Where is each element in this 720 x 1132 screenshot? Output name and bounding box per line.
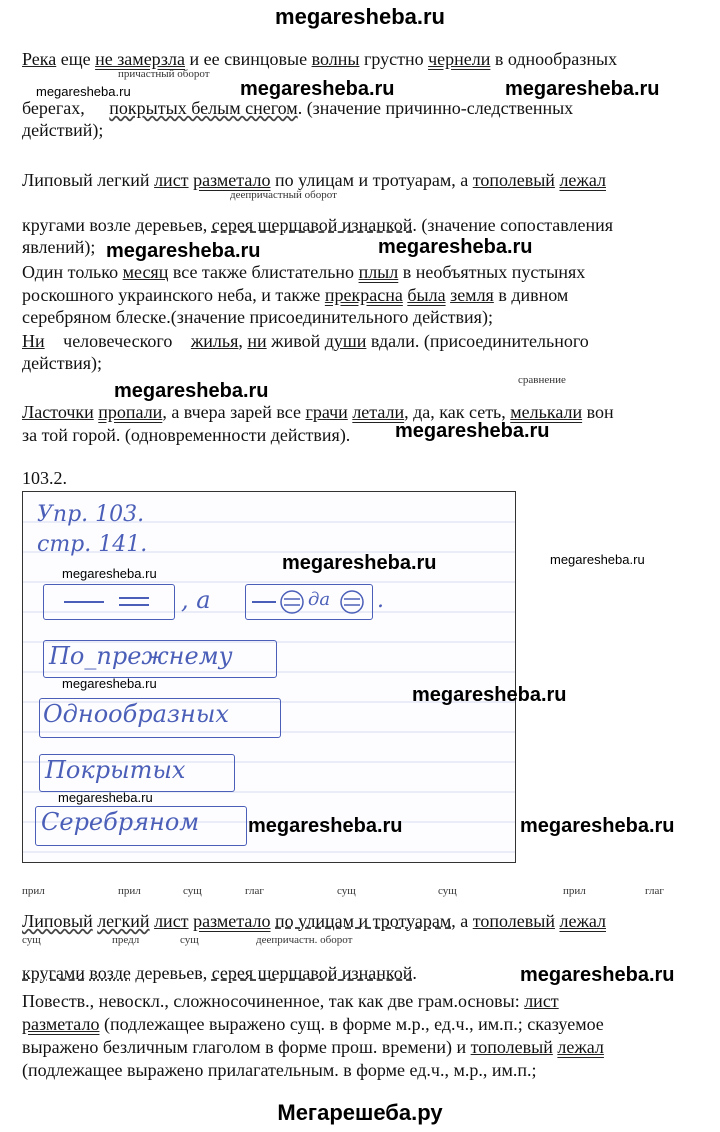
paragraph-4-line1 xyxy=(22,330,702,352)
attribute: легкий xyxy=(97,911,150,931)
predicate: летали xyxy=(352,402,405,422)
scheme-da: да xyxy=(308,589,331,610)
pos-label: сущ xyxy=(438,885,457,897)
text: деревьев, xyxy=(135,963,208,983)
predicate: разметало xyxy=(193,911,271,931)
subject: жилья xyxy=(190,331,239,351)
paragraph-7-line4: (подлежащее выражено прилагательным. в форме ед.ч., м.р., им.п.; xyxy=(22,1060,537,1080)
text: . xyxy=(412,963,417,983)
paragraph-7-line3 xyxy=(22,1036,702,1058)
text: . (значение причинно-следственных xyxy=(297,98,574,118)
predicate: была xyxy=(407,285,446,305)
exercise-number: 103.2. xyxy=(22,468,67,488)
text: в дивном xyxy=(498,285,569,305)
watermark: megaresheba.ru xyxy=(412,684,567,706)
text: грустно xyxy=(363,49,424,69)
text: и ее свинцовые xyxy=(189,49,308,69)
pos-label: глаг xyxy=(245,885,264,897)
notebook-title-2: стр. 141. xyxy=(37,532,148,557)
text: , да, как сеть, xyxy=(404,402,506,422)
notebook-word-2: Однообразных xyxy=(43,700,229,728)
text: выражено безличным глаголом в форме прош. времени) и xyxy=(22,1037,467,1057)
predicate: плыл xyxy=(358,262,399,282)
particle: Ни xyxy=(22,331,45,351)
subject: Ласточки xyxy=(22,402,94,422)
text: еще xyxy=(60,49,91,69)
text: в необъятных пустынях xyxy=(402,262,586,282)
text: (подлежащее выражено сущ. в форме м.р., ед.ч., им.п.; сказуемое xyxy=(103,1014,604,1034)
paragraph-3-line3: серебряном блеске.(значение присоединительного действия); xyxy=(22,307,493,327)
watermark: megaresheba.ru xyxy=(550,552,645,567)
text: человеческого xyxy=(63,331,173,351)
watermark: megaresheba.ru xyxy=(520,964,675,986)
predicate: разметало xyxy=(22,1014,100,1034)
watermark: megaresheba.ru xyxy=(62,566,157,581)
subject: лист xyxy=(154,911,189,931)
text: все также блистательно xyxy=(172,262,355,282)
site-footer: Мегарешеба.ру xyxy=(277,1100,443,1125)
scheme-box-2 xyxy=(245,584,373,620)
pos-label: прил xyxy=(22,885,45,897)
text: , xyxy=(238,331,243,351)
paragraph-5-line1 xyxy=(22,401,702,423)
pos-label: сущ xyxy=(22,934,41,946)
text: Один только xyxy=(22,262,119,282)
text: , а вчера зарей все xyxy=(162,402,301,422)
subject: месяц xyxy=(122,262,169,282)
watermark: megaresheba.ru xyxy=(106,240,261,262)
subject: Река xyxy=(22,49,57,69)
predicate: пропали xyxy=(98,402,163,422)
watermark: megaresheba.ru xyxy=(282,552,437,574)
predicate: лежал xyxy=(559,911,607,931)
pos-label: прил xyxy=(563,885,586,897)
pos-label: прил xyxy=(118,885,141,897)
predicate: лежал xyxy=(559,170,606,190)
predicate: мелькали xyxy=(510,402,583,422)
watermark: megaresheba.ru xyxy=(505,78,660,100)
adverbial: кругами xyxy=(22,963,85,983)
paragraph-7-line2 xyxy=(22,1013,702,1035)
text: Липовый легкий xyxy=(22,170,150,190)
scheme-lines-1 xyxy=(44,585,174,619)
watermark: megaresheba.ru xyxy=(36,84,131,99)
text: кругами возле деревьев, xyxy=(22,215,208,235)
particle: ни xyxy=(247,331,267,351)
pos-label: сущ xyxy=(180,934,199,946)
participial-phrase: покрытых белым снегом xyxy=(109,98,298,118)
subject: тополевый xyxy=(472,911,555,931)
subject: земля xyxy=(450,285,494,305)
adverbial-phrase: серея шершавой изнанкой xyxy=(211,963,413,983)
paragraph-3-line1 xyxy=(22,261,702,283)
label-participial: причастный оборот xyxy=(118,68,210,80)
text: . (значение сопоставления xyxy=(412,215,614,235)
text: в однообразных xyxy=(494,49,618,69)
notebook-word-3: Покрытых xyxy=(45,756,186,784)
text: вдали. (присоединительного xyxy=(370,331,589,351)
text: роскошного украинского неба, и также xyxy=(22,285,321,305)
text: по улицам и тротуарам, а xyxy=(275,170,469,190)
subject: тополевый xyxy=(470,1037,553,1057)
pos-label: предл xyxy=(112,934,140,946)
watermark: megaresheba.ru xyxy=(378,236,533,258)
paragraph-5-line2: за той горой. (одновременности действия). xyxy=(22,425,351,445)
subject: волны xyxy=(311,49,360,69)
text: , а xyxy=(451,911,469,931)
paragraph-6-line1 xyxy=(22,910,702,932)
adverbial-phrase: серея шершавой изнанкой xyxy=(211,215,413,235)
paragraph-2-line1 xyxy=(22,169,702,191)
text: берегах, xyxy=(22,98,85,118)
pos-label: деепричастн. оборот xyxy=(256,934,353,946)
watermark: megaresheba.ru xyxy=(395,420,550,442)
scheme-box-1 xyxy=(43,584,175,620)
paragraph-1 xyxy=(22,48,702,70)
scheme-conjunction: , а xyxy=(181,586,211,614)
label-adverbial: деепричастный оборот xyxy=(230,189,337,201)
watermark: megaresheba.ru xyxy=(114,380,269,402)
label-comparison: сравнение xyxy=(518,374,566,386)
watermark: megaresheba.ru xyxy=(62,676,157,691)
subject: лист xyxy=(154,170,189,190)
attribute: Липовый xyxy=(22,911,93,931)
scheme-period: . xyxy=(377,588,384,613)
paragraph-7-line1 xyxy=(22,990,702,1012)
paragraph-1-line3: действий); xyxy=(22,120,104,140)
site-header: megaresheba.ru xyxy=(275,4,445,29)
watermark: megaresheba.ru xyxy=(520,815,675,837)
text: Повеств., невоскл., сложносочиненное, так как две грам.основы: xyxy=(22,991,520,1011)
subject: лист xyxy=(524,991,559,1011)
subject: души xyxy=(324,331,367,351)
paragraph-3-line2 xyxy=(22,284,702,306)
adverbial: по улицам и тротуарам xyxy=(275,911,452,931)
notebook-title-1: Упр. 103. xyxy=(37,502,145,527)
predicate: чернели xyxy=(428,49,491,69)
predicate: не замерзла xyxy=(95,49,185,69)
pos-label: сущ xyxy=(183,885,202,897)
notebook-word-4: Серебряном xyxy=(41,808,200,836)
predicate: прекрасна xyxy=(324,285,403,305)
pos-label: сущ xyxy=(337,885,356,897)
watermark: megaresheba.ru xyxy=(58,790,153,805)
subject: тополевый xyxy=(472,170,555,190)
paragraph-2-line2 xyxy=(22,214,702,236)
text: живой xyxy=(271,331,321,351)
notebook-word-1: По_прежнему xyxy=(49,642,233,670)
paragraph-2-line3: явлений); xyxy=(22,237,96,257)
watermark: megaresheba.ru xyxy=(240,78,395,100)
pos-label: глаг xyxy=(645,885,664,897)
subject: грачи xyxy=(305,402,348,422)
text: вон xyxy=(586,402,614,422)
predicate: разметало xyxy=(193,170,271,190)
predicate: лежал xyxy=(557,1037,604,1057)
paragraph-4-line2: действия); xyxy=(22,353,103,373)
watermark: megaresheba.ru xyxy=(248,815,403,837)
preposition: возле xyxy=(89,963,131,983)
